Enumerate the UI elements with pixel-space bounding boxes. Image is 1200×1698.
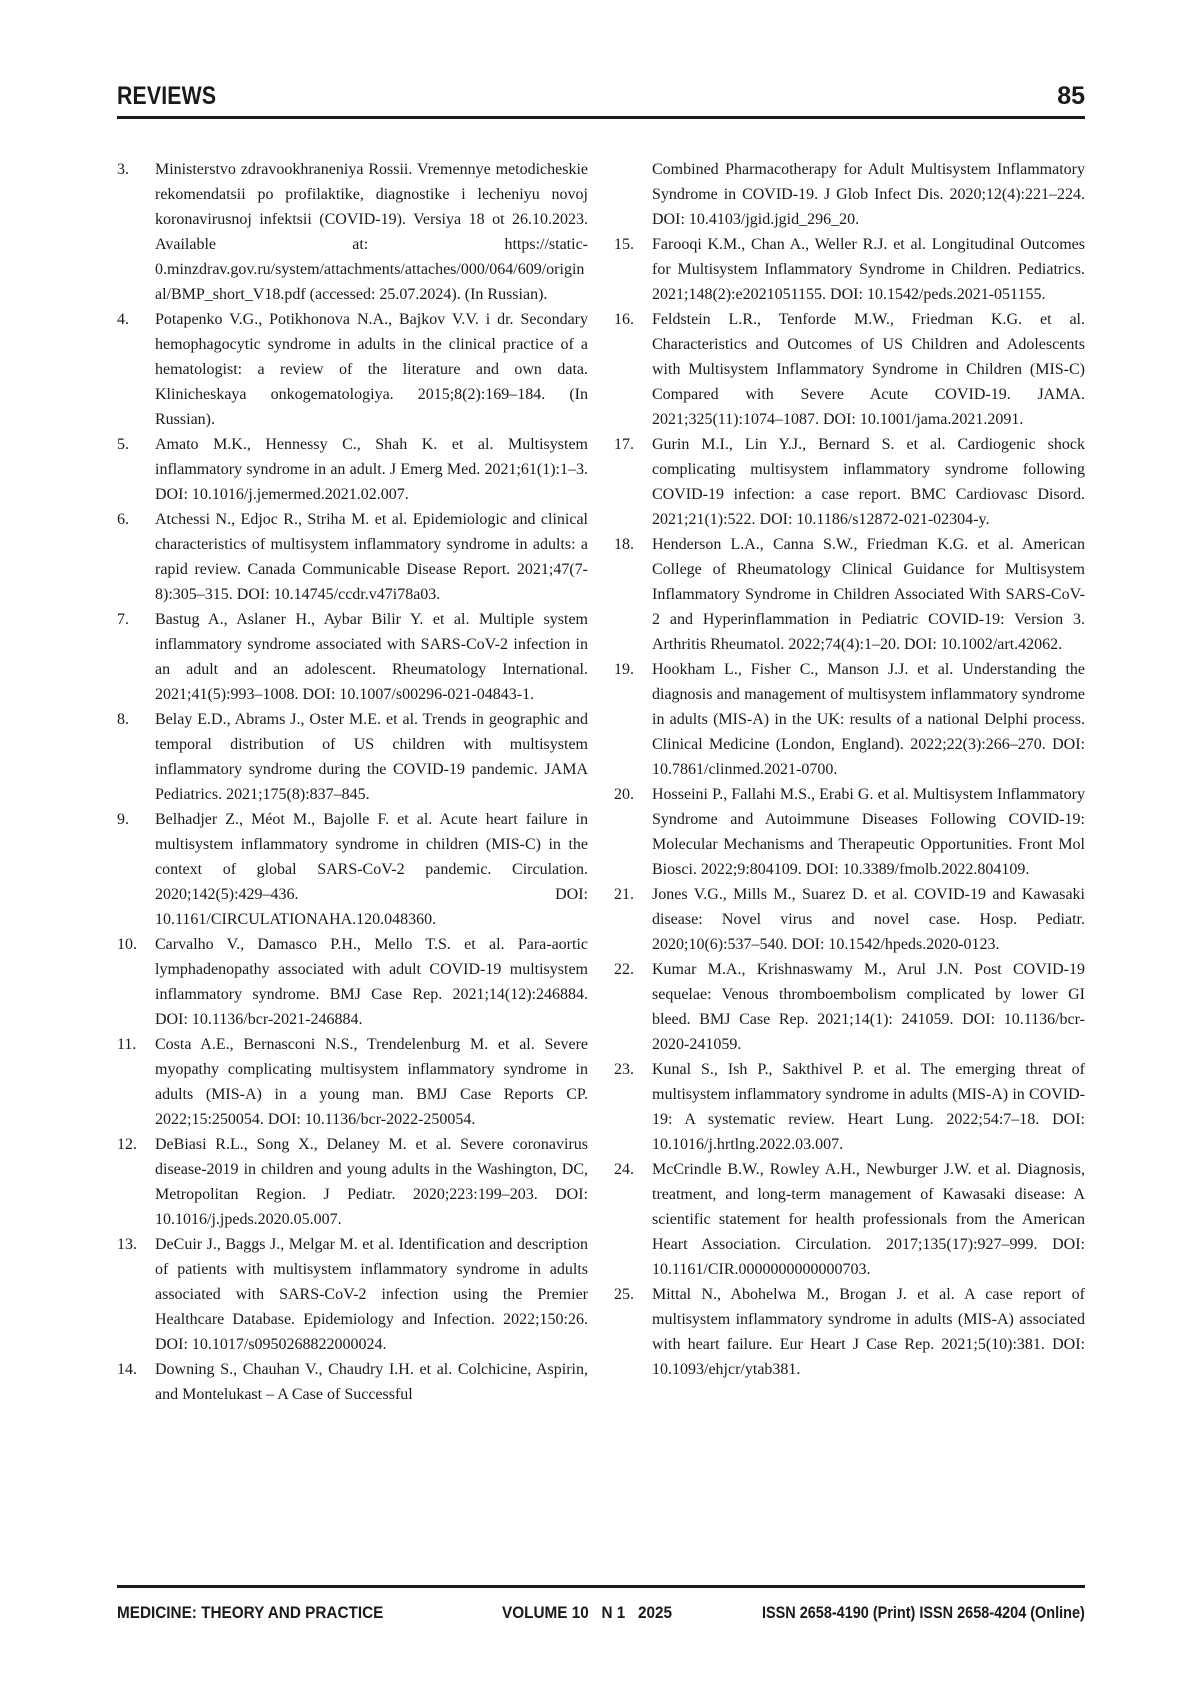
reference-item <box>117 707 588 807</box>
reference-number: 5. <box>117 436 129 453</box>
reference-text: Potapenko V.G., Potikhonova N.A., Bajkov V.V. i dr. Secondary hemophagocytic syndrome in adults in the clinical practice of a hematologist: a review of the literature and own data. Klinicheskaya onkogematologiya. 2015;8(2):169–184. (In Russian). <box>155 311 588 428</box>
reference-item <box>614 157 1085 232</box>
journal-name: MEDICINE: THEORY AND PRACTICE <box>117 1603 384 1622</box>
reference-item <box>117 1032 588 1132</box>
reference-item <box>614 432 1085 532</box>
reference-number: 25. <box>614 1286 634 1303</box>
reference-text: Costa A.E., Bernasconi N.S., Trendelenburg M. et al. Severe myopathy complicating multisystem inflammatory syndrome in adults (MIS-A) in a young man. BMJ Case Reports CP. 2022;15:250054. DOI: 10.1136/bcr-2022-250054. <box>155 1036 588 1128</box>
footer-divider <box>117 1585 1085 1588</box>
reference-number: 3. <box>117 161 129 178</box>
reference-item <box>614 1282 1085 1382</box>
reference-item <box>117 607 588 707</box>
reference-text: DeBiasi R.L., Song X., Delaney M. et al. Severe coronavirus disease-2019 in children and young adults in the Washington, DC, Metropolitan Region. J Pediatr. 2020;223:199–203. DOI: 10.1016/j.jpeds.2020.05.007. <box>155 1136 588 1228</box>
reference-item <box>117 807 588 932</box>
references-column-right <box>614 157 1085 1382</box>
reference-item <box>117 932 588 1032</box>
reference-text: Atchessi N., Edjoc R., Striha M. et al. Epidemiologic and clinical characteristics of multisystem inflammatory syndrome in adults: a rapid review. Canada Communicable Disease Report. 2021;47(7-8):305–315. DOI: 10.14745/ccdr.v47i78a03. <box>155 511 588 603</box>
header-divider <box>117 116 1085 119</box>
reference-number: 19. <box>614 661 634 678</box>
reference-item <box>117 307 588 432</box>
reference-list-left <box>117 157 588 1407</box>
reference-item <box>117 432 588 507</box>
reference-number: 11. <box>117 1036 137 1053</box>
reference-number: 12. <box>117 1136 137 1153</box>
reference-number: 23. <box>614 1061 634 1078</box>
section-title: REVIEWS <box>117 82 217 110</box>
reference-text: Combined Pharmacotherapy for Adult Multisystem Inflammatory Syndrome in COVID-19. J Glob Infect Dis. 2020;12(4):221–224. DOI: 10.4103/jgid.jgid_296_20. <box>652 161 1085 228</box>
reference-text: Farooqi K.M., Chan A., Weller R.J. et al. Longitudinal Outcomes for Multisystem Inflammatory Syndrome in Children. Pediatrics. 2021;148(2):e2021051155. DOI: 10.1542/peds.2021-051155. <box>652 236 1085 303</box>
reference-number: 14. <box>117 1361 137 1378</box>
page-number: 85 <box>1057 82 1085 110</box>
reference-number: 10. <box>117 936 137 953</box>
reference-number: 21. <box>614 886 634 903</box>
references-column-left <box>117 157 588 1407</box>
reference-item <box>614 657 1085 782</box>
page-footer <box>117 1603 1085 1627</box>
reference-number: 18. <box>614 536 634 553</box>
reference-number: 7. <box>117 611 129 628</box>
reference-text: Kumar M.A., Krishnaswamy M., Arul J.N. Post COVID-19 sequelae: Venous thromboembolism complicated by lower GI bleed. BMJ Case Rep. 2021;14(1): 241059. DOI: 10.1136/bcr-2020-241059. <box>652 961 1085 1053</box>
page-header <box>117 82 1085 116</box>
reference-item <box>117 1132 588 1232</box>
reference-item <box>614 232 1085 307</box>
reference-item <box>117 157 588 307</box>
reference-text: Hosseini P., Fallahi M.S., Erabi G. et al. Multisystem Inflammatory Syndrome and Autoimmune Diseases Following COVID-19: Molecular Mechanisms and Therapeutic Opportunities. Front Mol Biosci. 2022;9:804109. DOI: 10.3389/fmolb.2022.804109. <box>652 786 1085 878</box>
reference-item <box>117 1357 588 1407</box>
reference-text: DeCuir J., Baggs J., Melgar M. et al. Identification and description of patients with multisystem inflammatory syndrome in adults associated with SARS-CoV-2 infection using the Premier Healthcare Database. Epidemiology and Infection. 2022;150:26. DOI: 10.1017/s0950268822000024. <box>155 1236 588 1353</box>
reference-item <box>614 882 1085 957</box>
volume-issue-year: VOLUME 10 N 1 2025 <box>502 1603 673 1622</box>
reference-item <box>614 307 1085 432</box>
reference-text: Belhadjer Z., Méot M., Bajolle F. et al. Acute heart failure in multisystem inflammatory syndrome in children (MIS-C) in the context of global SARS-CoV-2 pandemic. Circulation. 2020;142(5):429–436. DOI: 10.1161/CIRCULATIONAHA.120.048360. <box>155 811 588 928</box>
reference-text: Ministerstvo zdravookhraneniya Rossii. Vremennye metodicheskie rekomendatsii po profilaktike, diagnostike i lecheniyu novoj koronavirusnoj infektsii (COVID-19). Versiya 18 ot 26.10.2023. Available at: https://static-0.minzdrav.gov.ru/system/attachments/attaches/000/064/609/original/BMP_short_V18.pdf (accessed: 25.07.2024). (In Russian). <box>155 161 588 303</box>
reference-number: 22. <box>614 961 634 978</box>
references-body <box>117 157 1085 1577</box>
reference-number: 16. <box>614 311 634 328</box>
reference-number: 4. <box>117 311 129 328</box>
reference-item <box>614 1157 1085 1282</box>
reference-item <box>614 532 1085 657</box>
reference-text: Jones V.G., Mills M., Suarez D. et al. COVID-19 and Kawasaki disease: Novel virus and novel case. Hosp. Pediatr. 2020;10(6):537–540. DOI: 10.1542/hpeds.2020-0123. <box>652 886 1085 953</box>
reference-item <box>117 507 588 607</box>
reference-number: 8. <box>117 711 129 728</box>
reference-text: Belay E.D., Abrams J., Oster M.E. et al. Trends in geographic and temporal distribution of US children with multisystem inflammatory syndrome during the COVID-19 pandemic. JAMA Pediatrics. 2021;175(8):837–845. <box>155 711 588 803</box>
reference-text: Henderson L.A., Canna S.W., Friedman K.G. et al. American College of Rheumatology Clinical Guidance for Multisystem Inflammatory Syndrome in Children Associated With SARS-CoV-2 and Hyperinflammation in Pediatric COVID-19: Version 3. Arthritis Rheumatol. 2022;74(4):1–20. DOI: 10.1002/art.42062. <box>652 536 1085 653</box>
reference-number: 9. <box>117 811 129 828</box>
reference-text: Amato M.K., Hennessy C., Shah K. et al. Multisystem inflammatory syndrome in an adult. J Emerg Med. 2021;61(1):1–3. DOI: 10.1016/j.jemermed.2021.02.007. <box>155 436 588 503</box>
reference-number: 6. <box>117 511 129 528</box>
reference-text: Hookham L., Fisher C., Manson J.J. et al. Understanding the diagnosis and management of multisystem inflammatory syndrome in adults (MIS-A) in the UK: results of a national Delphi process. Clinical Medicine (London, England). 2022;22(3):266–270. DOI: 10.7861/clinmed.2021-0700. <box>652 661 1085 778</box>
reference-text: Feldstein L.R., Tenforde M.W., Friedman K.G. et al. Characteristics and Outcomes of US Children and Adolescents with Multisystem Inflammatory Syndrome in Children (MIS-C) Compared with Severe Acute COVID-19. JAMA. 2021;325(11):1074–1087. DOI: 10.1001/jama.2021.2091. <box>652 311 1085 428</box>
reference-text: Mittal N., Abohelwa M., Brogan J. et al. A case report of multisystem inflammatory syndrome in adults (MIS-A) associated with heart failure. Eur Heart J Case Rep. 2021;5(10):381. DOI: 10.1093/ehjcr/ytab381. <box>652 1286 1085 1378</box>
reference-text: Bastug A., Aslaner H., Aybar Bilir Y. et al. Multiple system inflammatory syndrome associated with SARS-CoV-2 infection in an adult and an adolescent. Rheumatology International. 2021;41(5):993–1008. DOI: 10.1007/s00296-021-04843-1. <box>155 611 588 703</box>
reference-text: Kunal S., Ish P., Sakthivel P. et al. The emerging threat of multisystem inflammatory syndrome in adults (MIS-A) in COVID-19: A systematic review. Heart Lung. 2022;54:7–18. DOI: 10.1016/j.hrtlng.2022.03.007. <box>652 1061 1085 1153</box>
reference-list-right <box>614 157 1085 1382</box>
reference-number: 13. <box>117 1236 137 1253</box>
reference-item <box>614 957 1085 1057</box>
reference-item <box>117 1232 588 1357</box>
reference-item <box>614 782 1085 882</box>
reference-number: 20. <box>614 786 634 803</box>
reference-text: Carvalho V., Damasco P.H., Mello T.S. et al. Para-aortic lymphadenopathy associated with adult COVID-19 multisystem inflammatory syndrome. BMJ Case Rep. 2021;14(12):246884. DOI: 10.1136/bcr-2021-246884. <box>155 936 588 1028</box>
reference-number: 24. <box>614 1161 634 1178</box>
reference-text: Downing S., Chauhan V., Chaudry I.H. et al. Colchicine, Aspirin, and Montelukast – A Case of Successful <box>155 1361 588 1403</box>
reference-text: McCrindle B.W., Rowley A.H., Newburger J.W. et al. Diagnosis, treatment, and long-term management of Kawasaki disease: A scientific statement for health professionals from the American Heart Association. Circulation. 2017;135(17):927–999. DOI: 10.1161/CIR.0000000000000703. <box>652 1161 1085 1278</box>
issn-info: ISSN 2658-4190 (Print) ISSN 2658-4204 (Online) <box>762 1603 1085 1622</box>
reference-number: 15. <box>614 236 634 253</box>
reference-number: 17. <box>614 436 634 453</box>
reference-item <box>614 1057 1085 1157</box>
reference-text: Gurin M.I., Lin Y.J., Bernard S. et al. Cardiogenic shock complicating multisystem inflammatory syndrome following COVID-19 infection: a case report. BMC Cardiovasc Disord. 2021;21(1):522. DOI: 10.1186/s12872-021-02304-y. <box>652 436 1085 528</box>
